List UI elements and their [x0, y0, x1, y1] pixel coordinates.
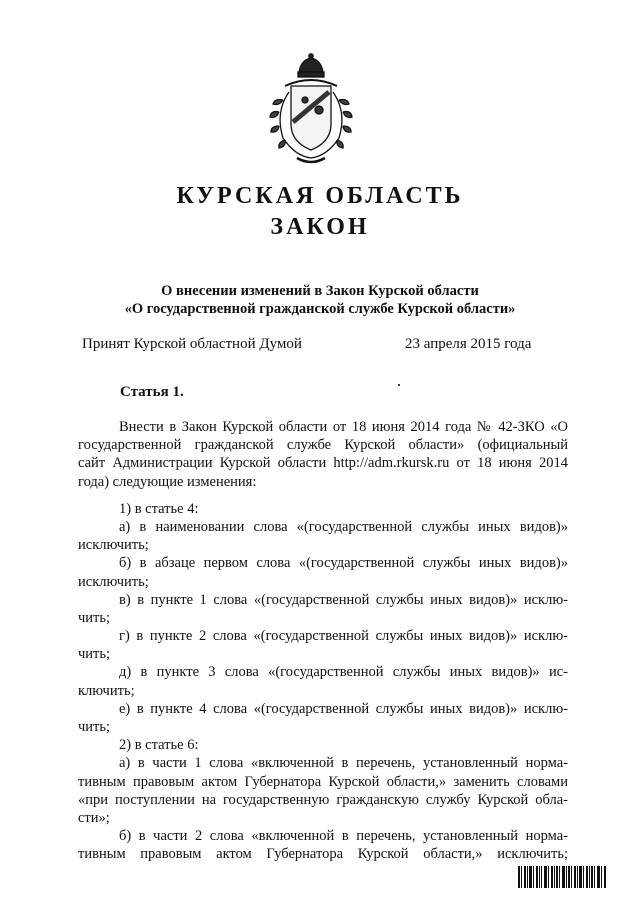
- intro-line: года) следующие изменения:: [78, 473, 257, 490]
- list-item: д) в пункте 3 слова «(государственной службы иных видов)» ис-: [119, 664, 568, 681]
- list-item: чить;: [78, 609, 111, 626]
- intro-line: государственной гражданской службе Курской области» (официальный: [78, 437, 568, 454]
- list-item: б) в абзаце первом слова «(государственной службы иных видов)»: [119, 555, 568, 572]
- list-item: исключить;: [78, 537, 149, 554]
- list-item: сти»;: [78, 809, 110, 826]
- list-item: в) в пункте 1 слова «(государственной службы иных видов)» исклю-: [119, 591, 568, 608]
- list-item: 1) в статье 4:: [119, 500, 199, 517]
- list-item: чить;: [78, 646, 111, 663]
- intro-line: сайт Администрации Курской области http://adm.rkursk.ru от 18 июня 2014: [78, 455, 568, 472]
- adoption-date: 23 апреля 2015 года: [405, 336, 532, 352]
- list-item: «при поступлении на государственную гражданскую службу Курской обла-: [78, 791, 568, 808]
- list-item: чить;: [78, 719, 111, 735]
- list-item: ключить;: [78, 682, 135, 699]
- subject-line: «О государственной гражданской службе Курской области»: [124, 301, 516, 317]
- region-title: КУРСКАЯ ОБЛАСТЬ: [176, 183, 464, 209]
- subject-line: О внесении изменений в Закон Курской области: [161, 283, 479, 299]
- list-item: тивным правовым актом Губернатора Курской области,» исключить;: [78, 846, 568, 863]
- list-item: а) в наименовании слова «(государственной службы иных видов)»: [119, 518, 568, 535]
- document-type-title: ЗАКОН: [270, 214, 370, 240]
- coat-of-arms-icon: [261, 52, 361, 170]
- adopted-by: Принят Курской областной Думой: [82, 336, 302, 352]
- barcode-icon: [518, 866, 606, 888]
- article-heading: Статья 1.: [120, 384, 184, 400]
- paragraph-gap: [78, 491, 568, 500]
- list-item: б) в части 2 слова «включенной в перечень, установленный норма-: [119, 828, 568, 845]
- list-item: исключить;: [78, 573, 149, 590]
- scan-speck: [398, 384, 400, 386]
- list-item: 2) в статье 6:: [119, 737, 199, 754]
- list-item: а) в части 1 слова «включенной в перечень, установленный норма-: [119, 755, 568, 772]
- list-item: г) в пункте 2 слова «(государственной службы иных видов)» исклю-: [119, 628, 568, 645]
- intro-line: Внести в Закон Курской области от 18 июня 2014 года № 42-ЗКО «О: [119, 419, 568, 435]
- law-subject: [60, 282, 580, 318]
- article-body: [78, 418, 568, 864]
- list-item: тивным правовым актом Губернатора Курской области,» заменить словами: [78, 773, 568, 790]
- list-item: е) в пункте 4 слова «(государственной службы иных видов)» исклю-: [119, 700, 568, 717]
